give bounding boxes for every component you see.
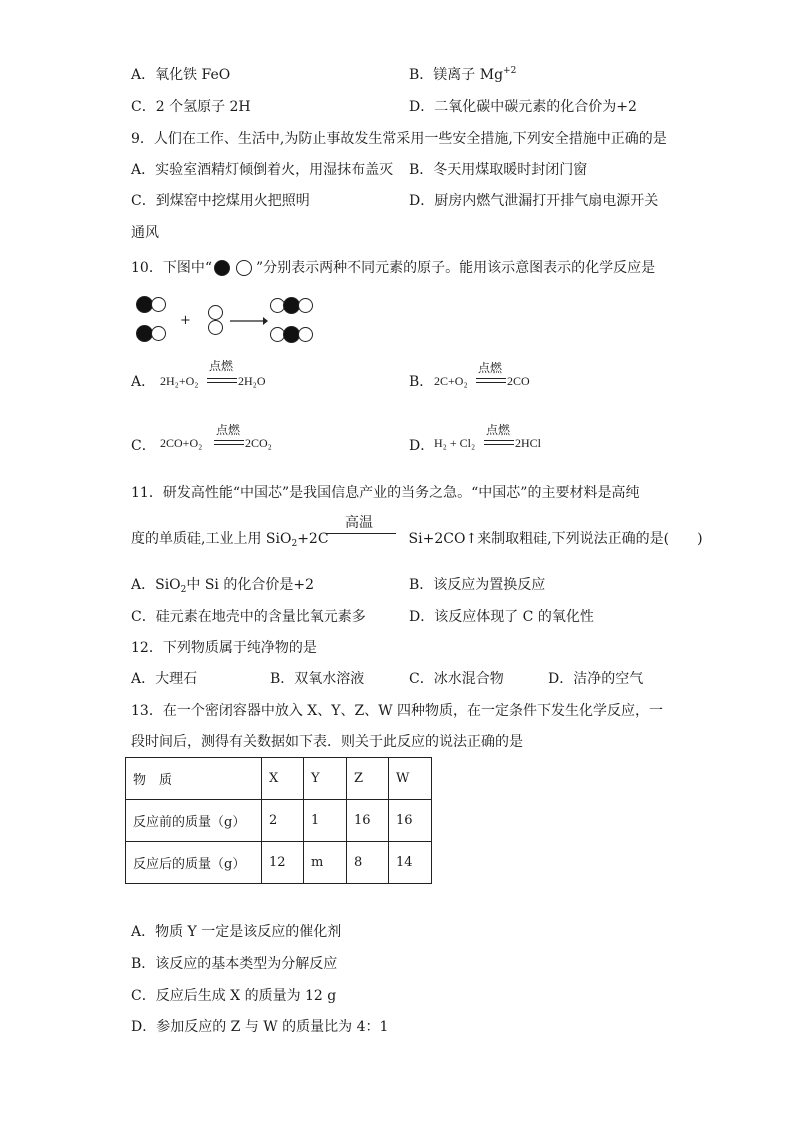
q10-option-b-equals-icon <box>476 378 506 383</box>
q9-option-d-continued: 通风 <box>131 225 159 241</box>
q11-stem-line2-after: Si+2CO↑来制取粗硅,下列说法正确的是( ) <box>408 531 703 547</box>
q10-option-a-reactants: 2H₂+O₂ <box>160 374 199 388</box>
table-header-cell: W <box>389 758 432 800</box>
q9-option-b: B．冬天用煤取暖时封闭门窗 <box>409 162 588 178</box>
q10-option-a-condition: 点燃 <box>209 359 234 373</box>
q11-reaction-line-icon <box>326 533 396 534</box>
product-white-atom-icon <box>298 327 313 342</box>
table-header-cell: Y <box>304 758 347 800</box>
q11-option-b: B．该反应为置换反应 <box>409 577 546 593</box>
q13-stem-line2: 段时间后，测得有关数据如下表．则关于此反应的说法正确的是 <box>131 734 523 750</box>
legend-black-atom-icon <box>214 260 230 276</box>
table-header-cell: X <box>262 758 304 800</box>
q12-stem: 12．下列物质属于纯净物的是 <box>131 640 317 656</box>
q11-option-a-after: 中 Si 的化合价是+2 <box>186 577 314 593</box>
q10-option-d-equals-icon <box>484 440 514 445</box>
q12-option-d: D．洁净的空气 <box>548 671 644 687</box>
table-cell: 8 <box>347 842 389 884</box>
q8-option-c: C．2 个氢原子 2H <box>131 99 251 115</box>
q10-option-d-label: D． <box>409 438 435 454</box>
q9-option-a: A．实验室酒精灯倾倒着火，用湿抹布盖灭 <box>131 162 394 178</box>
q10-option-c-equals-icon <box>214 440 244 445</box>
q13-option-a: A．物质 Y 一定是该反应的催化剂 <box>131 924 342 940</box>
q10-option-b-reactants: 2C+O₂ <box>434 374 468 388</box>
q10-stem-before: 10．下图中“ <box>131 260 212 276</box>
q11-stem-line2 <box>131 531 703 549</box>
q10-option-a-product: 2H₂O <box>238 374 266 388</box>
table-cell: 反应后的质量（g） <box>126 842 262 884</box>
reactant-white-atom-icon <box>151 297 166 312</box>
q12-option-a: A．大理石 <box>131 671 198 687</box>
table-cell: 16 <box>389 800 432 842</box>
q10-option-a-label: A． <box>131 374 156 390</box>
q13-stem-line1: 13．在一个密闭容器中放入 X、Y、Z、W 四种物质，在一定条件下发生化学反应，一 <box>131 703 664 719</box>
plus-sign: + <box>180 313 191 328</box>
legend-white-atom-icon <box>236 260 252 276</box>
q9-option-d: D．厨房内燃气泄漏打开排气扇电源开关 <box>409 193 659 209</box>
q10-option-c-condition: 点燃 <box>216 423 241 437</box>
q10-option-b-condition: 点燃 <box>478 361 503 375</box>
q8-option-b-superscript: +2 <box>503 66 517 76</box>
q11-stem-line2-mid: +2C <box>297 531 329 547</box>
q10-stem-after: ”分别表示两种不同元素的原子。能用该示意图表示的化学反应是 <box>256 260 656 276</box>
q12-option-c: C．冰水混合物 <box>409 671 504 687</box>
table-cell: 2 <box>262 800 304 842</box>
q10-option-d-product: 2HCl <box>515 436 542 450</box>
q11-stem-line2-before: 度的单质硅,工业上用 SiO <box>131 531 292 547</box>
reactant-white-atom-icon <box>208 320 223 335</box>
q11-stem-line1: 11．研发高性能“中国芯”是我国信息产业的当务之急。“中国芯”的主要材料是高纯 <box>131 485 640 501</box>
q11-option-d: D．该反应体现了 C 的氧化性 <box>409 609 594 625</box>
q13-option-d: D．参加反应的 Z 与 W 的质量比为 4：1 <box>131 1019 389 1035</box>
q10-option-d-reactants: H₂ + Cl₂ <box>434 436 476 450</box>
reaction-arrow-icon <box>230 316 268 326</box>
q8-option-d: D．二氧化碳中碳元素的化合价为+2 <box>409 99 637 115</box>
q10-option-a-equals-icon <box>207 378 237 383</box>
q12-option-b: B．双氧水溶液 <box>270 671 365 687</box>
table-cell: 14 <box>389 842 432 884</box>
product-white-atom-icon <box>298 298 313 313</box>
q8-option-a: A．氧化铁 FeO <box>131 67 231 83</box>
q11-option-a-subscript: 2 <box>180 585 187 595</box>
q10-option-b-label: B． <box>409 374 434 390</box>
q10-option-c-label: C． <box>131 438 156 454</box>
reactant-white-atom-icon <box>151 326 166 341</box>
q10-option-d-condition: 点燃 <box>486 423 511 437</box>
q13-option-c: C．反应后生成 X 的质量为 12 g <box>131 988 337 1004</box>
table-cell: 1 <box>304 800 347 842</box>
q8-option-b-text: B．镁离子 Mg <box>409 67 504 83</box>
q10-option-c-product: 2CO₂ <box>245 436 272 450</box>
q13-data-table <box>125 757 432 884</box>
q11-option-a <box>131 577 314 595</box>
table-cell: 12 <box>262 842 304 884</box>
q11-condition: 高温 <box>345 515 373 531</box>
table-header-row <box>126 758 432 800</box>
q11-stem-line2-subscript: 2 <box>291 539 298 549</box>
q9-stem: 9．人们在工作、生活中,为防止事故发生常采用一些安全措施,下列安全措施中正确的是 <box>131 131 667 147</box>
table-row <box>126 842 432 884</box>
table-cell: 16 <box>347 800 389 842</box>
q11-option-a-before: A．SiO <box>131 577 181 593</box>
table-header-cell: 物 质 <box>126 758 262 800</box>
q8-option-b <box>409 68 516 82</box>
q10-option-c-reactants: 2CO+O₂ <box>160 436 203 450</box>
q13-option-b: B．该反应的基本类型为分解反应 <box>131 956 338 972</box>
q10-option-b-product: 2CO <box>507 374 530 388</box>
table-header-cell: Z <box>347 758 389 800</box>
table-row <box>126 800 432 842</box>
q11-option-c: C．硅元素在地壳中的含量比氧元素多 <box>131 609 366 625</box>
table-cell: m <box>304 842 347 884</box>
q9-option-c: C．到煤窑中挖煤用火把照明 <box>131 193 310 209</box>
reactant-white-atom-icon <box>208 305 223 320</box>
table-cell: 反应前的质量（g） <box>126 800 262 842</box>
